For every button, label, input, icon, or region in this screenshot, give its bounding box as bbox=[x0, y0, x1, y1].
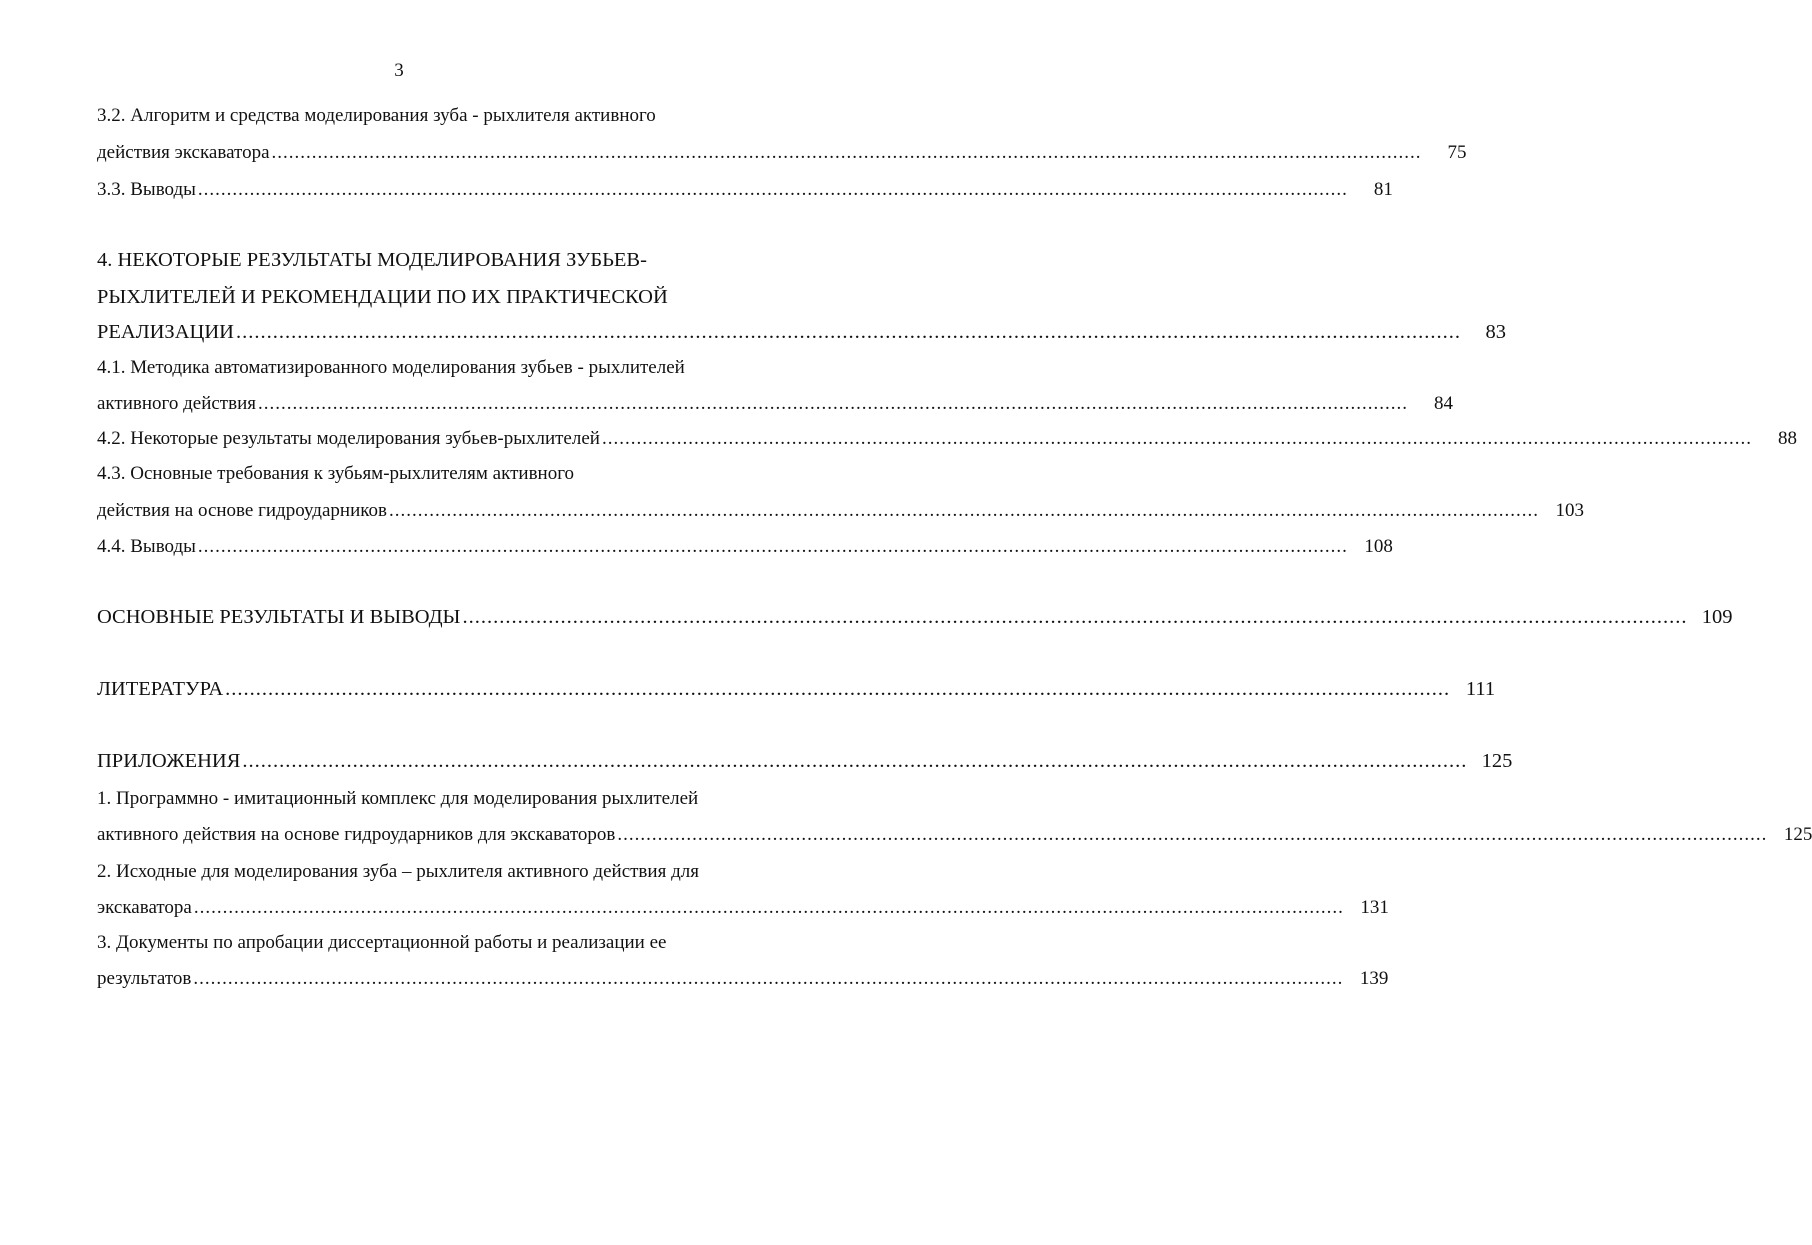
toc-entry bbox=[97, 392, 1453, 418]
toc-entry bbox=[97, 896, 1389, 922]
toc-line bbox=[97, 356, 772, 382]
toc-entry bbox=[97, 499, 1584, 525]
dot-leader: ........................................................................................................................................................................................................ bbox=[193, 968, 1344, 989]
dot-leader: ........................................................................................................................................................................................................ bbox=[197, 179, 1348, 200]
dot-leader: ........................................................................................................................................................................................................ bbox=[242, 750, 1468, 772]
toc-line-text: 4.1. Методика автоматизированного моделирования зубьев - рыхлителей bbox=[97, 357, 685, 378]
toc-page-number: 84 bbox=[1433, 393, 1453, 414]
toc-page-number: 139 bbox=[1359, 968, 1389, 989]
toc-page-number: 108 bbox=[1364, 536, 1393, 557]
toc-entry-text: результатов bbox=[97, 968, 192, 989]
toc-entry bbox=[97, 677, 1496, 703]
toc-line bbox=[97, 931, 772, 957]
toc-line bbox=[97, 787, 772, 813]
toc-entry-text: действия на основе гидроударников bbox=[97, 500, 387, 521]
dot-leader: ........................................................................................................................................................................................................ bbox=[193, 897, 1344, 918]
toc-entry bbox=[97, 141, 1467, 167]
toc-page-number: 131 bbox=[1360, 897, 1389, 918]
toc-heading-text: 4. НЕКОТОРЫЕ РЕЗУЛЬТАТЫ МОДЕЛИРОВАНИЯ ЗУБЬЕВ- bbox=[97, 249, 647, 271]
toc-entry bbox=[97, 178, 1393, 204]
toc-entry-text: экскаватора bbox=[97, 897, 192, 918]
toc-page-number: 75 bbox=[1447, 142, 1467, 163]
toc-heading-line bbox=[97, 285, 772, 311]
toc-entry-text: 3.3. Выводы bbox=[97, 179, 196, 200]
toc-entry bbox=[97, 427, 1797, 453]
dot-leader: ........................................................................................................................................................................................................ bbox=[617, 824, 1768, 845]
dot-leader: ........................................................................................................................................................................................................ bbox=[388, 500, 1539, 521]
toc-entry-text: активного действия bbox=[97, 393, 256, 414]
toc-entry bbox=[97, 320, 1506, 346]
toc-line-text: 4.3. Основные требования к зубьям-рыхлителям активного bbox=[97, 463, 575, 484]
toc-heading-text: ПРИЛОЖЕНИЯ bbox=[97, 750, 241, 772]
toc-heading-text: РЕАЛИЗАЦИИ bbox=[97, 321, 234, 343]
dot-leader: ........................................................................................................................................................................................................ bbox=[271, 142, 1422, 163]
toc-page-number: 103 bbox=[1555, 500, 1584, 521]
page-number: 3 bbox=[394, 60, 404, 81]
toc-entry bbox=[97, 967, 1389, 993]
toc-entry-text: действия экскаватора bbox=[97, 142, 270, 163]
toc-entry bbox=[97, 605, 1733, 631]
toc-page-number: 125 bbox=[1481, 750, 1513, 772]
toc-line-text: 3.2. Алгоритм и средства моделирования зуба - рыхлителя активного bbox=[97, 105, 656, 126]
dot-leader: ........................................................................................................................................................................................................ bbox=[601, 428, 1752, 449]
toc-page-number: 83 bbox=[1485, 321, 1506, 343]
toc-entry bbox=[97, 823, 1812, 849]
dot-leader: ........................................................................................................................................................................................................ bbox=[235, 321, 1461, 343]
toc-heading-text: ОСНОВНЫЕ РЕЗУЛЬТАТЫ И ВЫВОДЫ bbox=[97, 606, 461, 628]
toc-page-number: 111 bbox=[1465, 678, 1496, 700]
toc-line-text: 2. Исходные для моделирования зуба – рыхлителя активного действия для bbox=[97, 861, 699, 882]
dot-leader: ........................................................................................................................................................................................................ bbox=[225, 678, 1451, 700]
dot-leader: ........................................................................................................................................................................................................ bbox=[197, 536, 1348, 557]
toc-heading-line bbox=[97, 248, 772, 274]
toc-line-text: 3. Документы по апробации диссертационной работы и реализации ее bbox=[97, 932, 667, 953]
toc-page-number: 109 bbox=[1701, 606, 1733, 628]
toc-entry bbox=[97, 535, 1393, 561]
dot-leader: ........................................................................................................................................................................................................ bbox=[257, 393, 1408, 414]
toc-line-text: 1. Программно - имитационный комплекс для моделирования рыхлителей bbox=[97, 788, 699, 809]
toc-heading-text: РЫХЛИТЕЛЕЙ И РЕКОМЕНДАЦИИ ПО ИХ ПРАКТИЧЕСКОЙ bbox=[97, 286, 668, 308]
dot-leader: ........................................................................................................................................................................................................ bbox=[462, 606, 1688, 628]
toc-page-number: 88 bbox=[1777, 428, 1797, 449]
toc-line bbox=[97, 860, 772, 886]
toc-entry-text: 4.4. Выводы bbox=[97, 536, 196, 557]
toc-entry bbox=[97, 749, 1513, 775]
toc-page-number: 125 bbox=[1783, 824, 1812, 845]
toc-heading-text: ЛИТЕРАТУРА bbox=[97, 678, 224, 700]
toc-line bbox=[97, 462, 772, 488]
toc-line bbox=[97, 104, 772, 130]
toc-entry-text: активного действия на основе гидроударников для экскаваторов bbox=[97, 824, 616, 845]
toc-page-number: 81 bbox=[1373, 179, 1393, 200]
toc-entry-text: 4.2. Некоторые результаты моделирования зубьев-рыхлителей bbox=[97, 428, 600, 449]
